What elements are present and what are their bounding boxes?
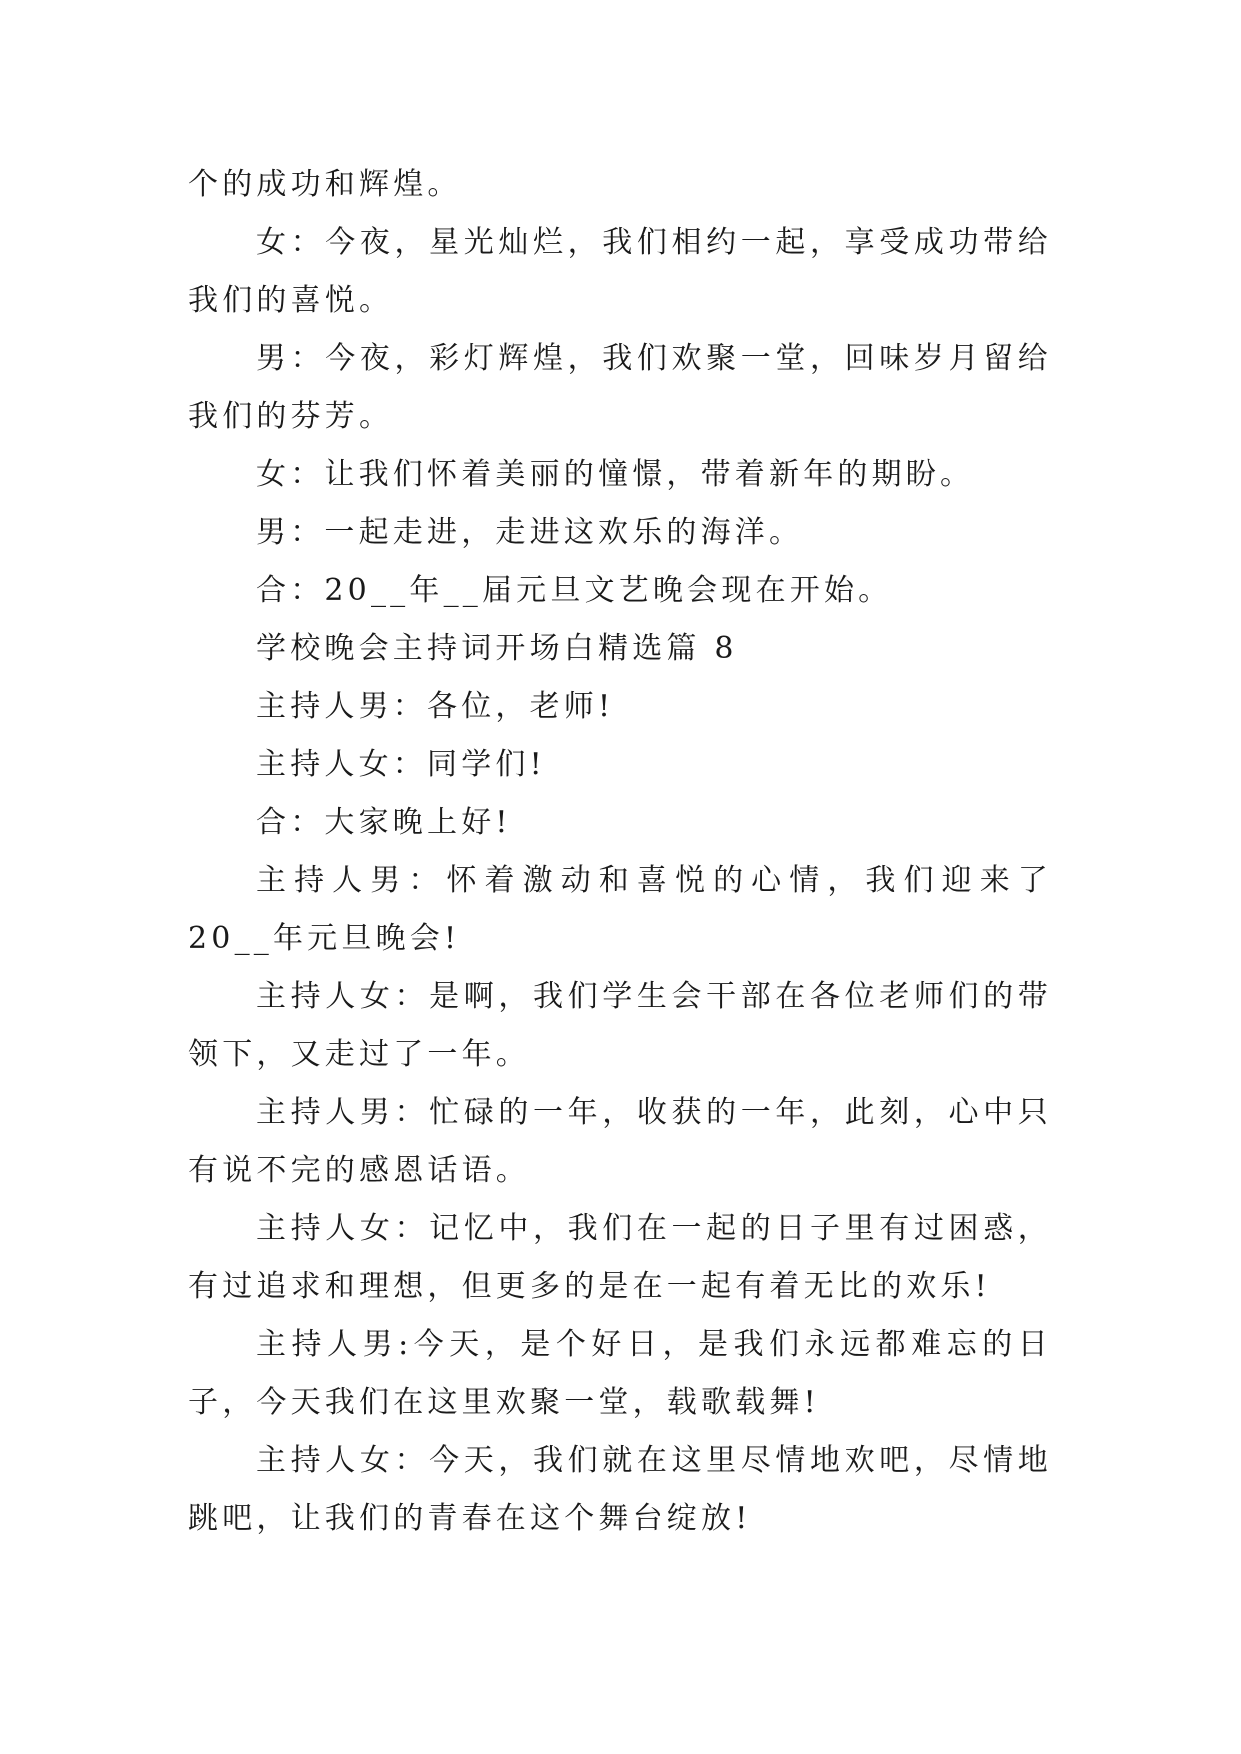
paragraph-male-host: 主持人男:今天，是个好日，是我们永远都难忘的日子，今天我们在这里欢聚一堂，载歌载舞!	[188, 1327, 1052, 1420]
paragraph-female-host: 女：今夜，星光灿烂，我们相约一起，享受成功带给我们的喜悦。	[188, 225, 1052, 318]
paragraph-female-host: 主持人女：同学们!	[256, 747, 546, 782]
paragraph-female-host: 主持人女：今天，我们就在这里尽情地欢吧，尽情地跳吧，让我们的青春在这个舞台绽放!	[188, 1443, 1052, 1536]
paragraph-female-host: 女：让我们怀着美丽的憧憬，带着新年的期盼。	[256, 457, 975, 492]
document-body	[188, 156, 1052, 1548]
paragraph-male-host: 男：一起走进，走进这欢乐的海洋。	[256, 515, 804, 550]
paragraph-continuation: 个的成功和辉煌。	[188, 167, 462, 202]
section-heading: 学校晚会主持词开场白精选篇 8	[256, 631, 738, 666]
paragraph-male-host: 男：今夜，彩灯辉煌，我们欢聚一堂，回味岁月留给我们的芬芳。	[188, 341, 1052, 434]
paragraph-together: 合：大家晚上好!	[256, 805, 512, 840]
paragraph-female-host: 主持人女：记忆中，我们在一起的日子里有过困惑，有过追求和理想，但更多的是在一起有着无比的欢乐!	[188, 1211, 1052, 1304]
paragraph-male-host: 主持人男：忙碌的一年，收获的一年，此刻，心中只有说不完的感恩话语。	[188, 1095, 1052, 1188]
paragraph-male-host: 主持人男：各位，老师!	[256, 689, 615, 724]
paragraph-male-host: 主持人男：怀着激动和喜悦的心情，我们迎来了 20__年元旦晚会!	[188, 863, 1052, 956]
paragraph-together: 合：20__年__届元旦文艺晚会现在开始。	[256, 573, 893, 608]
paragraph-female-host: 主持人女：是啊，我们学生会干部在各位老师们的带领下，又走过了一年。	[188, 979, 1052, 1072]
